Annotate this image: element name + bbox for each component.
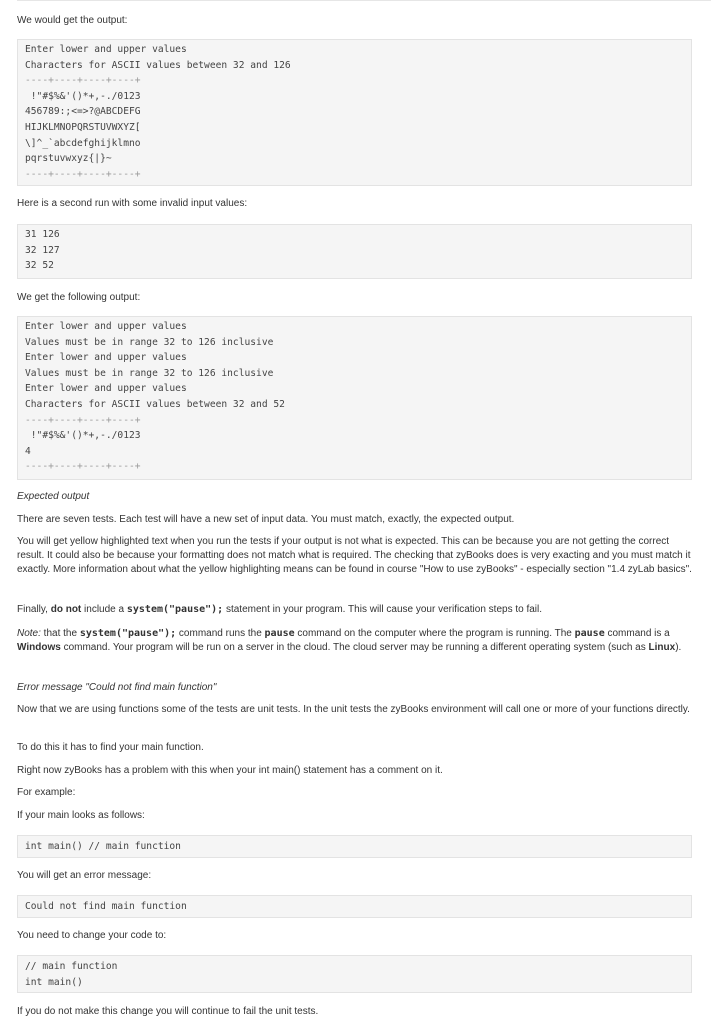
code-block-main-comment bbox=[17, 835, 692, 858]
code-line: Enter lower and upper values bbox=[25, 321, 187, 332]
yellow-highlight-paragraph: You will get yellow highlighted text when you run the tests if your output is not what is expected. This can be because you are not getting the correct result. It could also be because your formatting does not match what is required. The checking that zyBooks does is very exacting and you must match it exactly. More information about what the yellow highlighting means can be found in course "How to use zyBooks" - especially section "1.4 zyLab basics". bbox=[17, 536, 692, 575]
note-paragraph: Note: that the system("pause"); command runs the pause command on the computer where the program is running. The pause command is a Windows command. Your program will be run on a server in the cloud. The cloud server may be running a different operating system (such as Linux). bbox=[17, 628, 682, 653]
error-message-paragraph: You will get an error message: bbox=[17, 870, 152, 881]
code-line: Characters for ASCII values between 32 and 52 bbox=[25, 398, 285, 410]
if-main-paragraph: If your main looks as follows: bbox=[17, 810, 145, 821]
code-line: Could not find main function bbox=[25, 901, 187, 912]
code-line: int main() // main function bbox=[25, 841, 181, 852]
code-line: ----+----+----+----+ bbox=[25, 168, 141, 180]
code-block-main-fixed bbox=[17, 955, 692, 993]
code-line: Enter lower and upper values bbox=[25, 44, 187, 55]
code-line: !"#$%&'()*+,-./0123 bbox=[25, 430, 141, 442]
code-line: 31 126 bbox=[25, 229, 60, 240]
code-line: ----+----+----+----+ bbox=[25, 75, 141, 87]
code-line: ----+----+----+----+ bbox=[25, 414, 141, 426]
unit-tests-paragraph: Now that we are using functions some of the tests are unit tests. In the unit tests the zyBooks environment will call one or more of your functions directly. bbox=[17, 704, 690, 715]
code-line: int main() bbox=[25, 976, 83, 988]
code-line: Characters for ASCII values between 32 and 126 bbox=[25, 59, 291, 71]
input-block-2 bbox=[17, 224, 692, 279]
change-code-paragraph: You need to change your code to: bbox=[17, 930, 167, 941]
intro-invalid-text: Here is a second run with some invalid input values: bbox=[17, 198, 248, 209]
code-line: // main function bbox=[25, 961, 118, 972]
problem-paragraph: Right now zyBooks has a problem with this when your int main() statement has a comment on it. bbox=[17, 765, 443, 776]
code-line: 456789:;<=>?@ABCDEFG bbox=[25, 106, 141, 118]
top-divider bbox=[17, 0, 711, 1]
tests-paragraph: There are seven tests. Each test will have a new set of input data. You must match, exactly, the expected output. bbox=[17, 514, 515, 525]
code-line: \]^_`abcdefghijklmno bbox=[25, 137, 141, 149]
error-message-heading: Error message "Could not find main function" bbox=[17, 682, 217, 693]
finally-paragraph: Finally, do not include a system("pause"); statement in your program. This will cause your verification steps to fail. bbox=[17, 604, 543, 615]
code-line: pqrstuvwxyz{|}~ bbox=[25, 153, 112, 165]
code-line: 32 52 bbox=[25, 260, 54, 272]
find-main-paragraph: To do this it has to find your main function. bbox=[17, 742, 204, 753]
code-line: Enter lower and upper values bbox=[25, 352, 187, 364]
intro-following-text: We get the following output: bbox=[17, 292, 141, 303]
code-block-error bbox=[17, 895, 692, 918]
code-line: !"#$%&'()*+,-./0123 bbox=[25, 90, 141, 102]
output-block-1 bbox=[17, 39, 692, 186]
code-line: 32 127 bbox=[25, 244, 60, 256]
code-line: HIJKLMNOPQRSTUVWXYZ[ bbox=[25, 121, 141, 133]
intro-output-text: We would get the output: bbox=[17, 15, 128, 26]
code-line: 4 bbox=[25, 445, 31, 457]
expected-output-heading: Expected output bbox=[17, 491, 90, 502]
code-line: Enter lower and upper values bbox=[25, 383, 187, 395]
fail-tests-paragraph: If you do not make this change you will continue to fail the unit tests. bbox=[17, 1006, 319, 1017]
code-line: Values must be in range 32 to 126 inclusive bbox=[25, 367, 274, 379]
code-line: Values must be in range 32 to 126 inclusive bbox=[25, 336, 274, 348]
output-block-2 bbox=[17, 316, 692, 480]
code-line: ----+----+----+----+ bbox=[25, 461, 141, 473]
example-label: For example: bbox=[17, 787, 76, 798]
